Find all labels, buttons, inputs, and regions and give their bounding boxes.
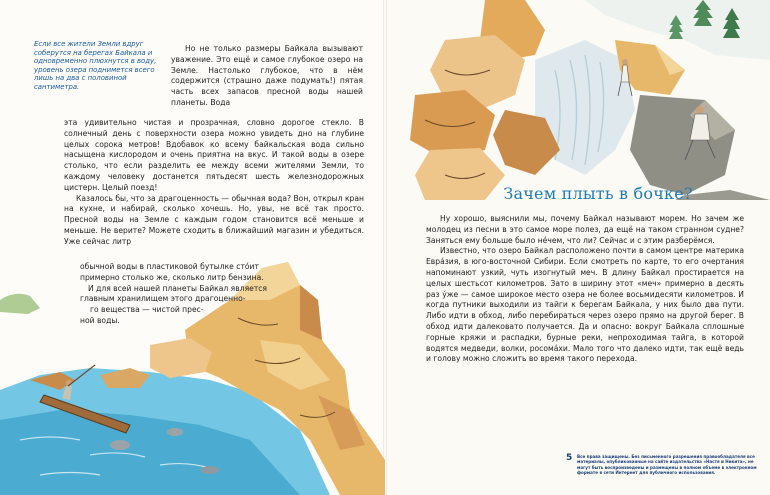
callout-line: обычной воды в пластиковой бутылке стóит bbox=[80, 262, 259, 271]
page-number: 5 bbox=[566, 453, 573, 463]
callout-line: И для всей нашей планеты Байкал является bbox=[88, 283, 267, 293]
paragraph-baikal-geography: Известно, что озеро Байкал расположено почти в самом центре материка Евра́зия, в юго-восточной Сибири. Если смотреть по карте, то его очертания напоминают узкий, чуть изогнутый меч. В длину Байкал простирается на целых шестьсот километров. Зато в ширину этот «меч» примерно в десять раз у́же — самое широкое место озера не более восьмидесяти километров. И когда путники выходили из тайги к берегам Байкала, у них было два пути. Либо идти в обход, либо перебираться через озеро прямо на другой берег. В обход идти далековато получается. Да и опасно: вокруг Байкала сплошные горные кряжи и распадки, бурные реки, непроходимая тайга, в которой водятся медведи, волки, росомáхи. Мало того что далеко идти, так ещё ведь и голову можно сложить во время такого перехода. bbox=[426, 246, 744, 364]
left-body-text bbox=[64, 118, 364, 248]
callout-line: примерно столько же, сколько литр бензина. bbox=[80, 272, 264, 282]
callout-line: ной воды. bbox=[80, 315, 120, 325]
paragraph-why-barrel: Ну хорошо, выяснили мы, почему Байкал называют морем. Но зачем же молодец из песни в это самое море полез, да ещё на таком странном судне? Заняться ему больше было нéчем, что ли? Сейчас и с этим разберёмся. bbox=[426, 214, 744, 245]
paragraph-water-value: Казалось бы, что за драгоценность — обычная вода? Вон, открыл кран на кухне, и набирай, сколько хочешь. Но, увы, не всё так просто. Пресной воды на Земле с каждым годом становится всё меньше и меньше. Не верите? Можете сходить в ближайший магазин и убедиться. Уже сейчас литр bbox=[64, 193, 364, 246]
callout-line: главным хранилищем этого драгоценно- bbox=[80, 294, 246, 304]
callout-line: го вещества — чистой прес- bbox=[90, 305, 204, 315]
paragraph-water-purity: эта удивительно чистая и прозрачная, словно дорогое стекло. В солнечный день с поверхности озера можно увидеть дно на глубине целых сорока метров! Вдобавок ко всему байкальская вода сильно насыщена кислородом и очень приятна на вкус. И такой воды в озере столько, что если разделить ее между всеми жителями Земли, то каждому человеку достанется пятьдесят шесть железнодорожных цистерн. Целый поезд! bbox=[64, 118, 364, 192]
copyright-notice: Все права защищены. Без письменного разрешения правообладателя все материалы, опубликованные на сайте издательства «Настя и Никита», не могут быть воспроизведены и размещены в полном объеме в электронном формате в сети Интернет для публичного использования. bbox=[577, 454, 757, 475]
chapter-heading: Зачем плыть в бочке? bbox=[503, 184, 693, 203]
intro-paragraph: Но не только размеры Байкала вызывают уважение. Это ещё и самое глубокое озеро на Земле. Настолько глубокое, что в нём содержится (страшно даже подумать!) пятая часть всех запасов пресной воды нашей планеты. Вода bbox=[171, 44, 363, 107]
right-body-text bbox=[426, 214, 744, 365]
left-callout-text bbox=[80, 262, 280, 327]
sidenote-fact: Если все жители Земли вдруг соберутся на берегах Байкала и одновременно плюхнутся в воду, уровень озера поднимется всего лишь на два с половиной сантиметра. bbox=[34, 40, 157, 91]
waterfall-illustration bbox=[385, 0, 770, 200]
